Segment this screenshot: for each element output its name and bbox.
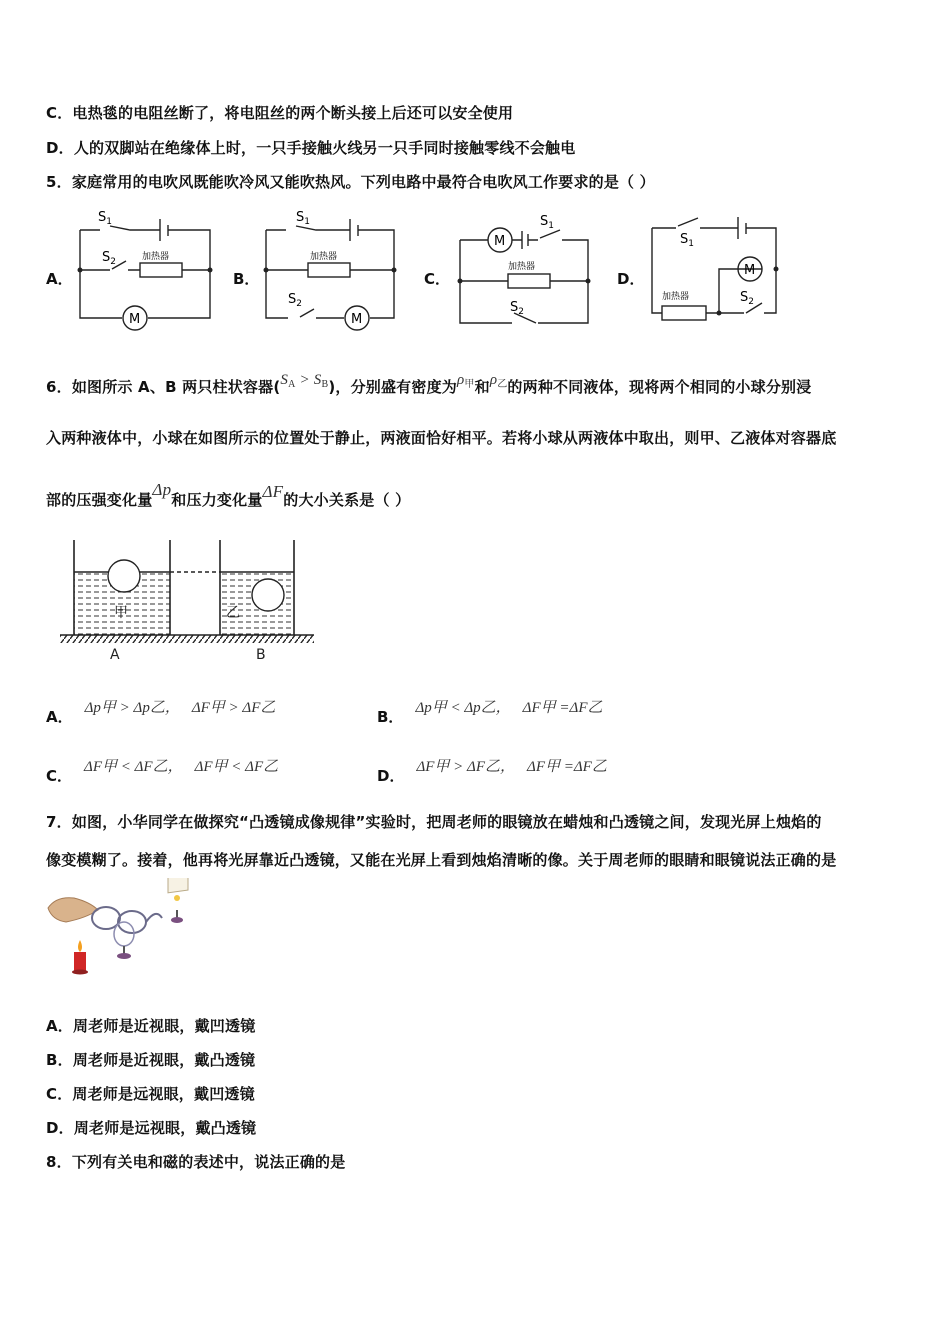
question-5: 5．家庭常用的电吹风既能吹冷风又能吹热风。下列电路中最符合电吹风工作要求的是（ ） bbox=[46, 173, 655, 191]
q5-option-d-label: D． bbox=[617, 270, 645, 288]
option-d-prev: D．人的双脚站在绝缘体上时，一只手接触火线另一只手同时接触零线不会触电 bbox=[46, 139, 576, 157]
heater-label: 加热器 bbox=[662, 292, 690, 302]
container-b-label: B bbox=[256, 647, 266, 663]
density-a: $\rho_甲$ bbox=[457, 372, 475, 390]
lens-experiment-photo bbox=[46, 878, 196, 978]
motor-label: M bbox=[351, 312, 363, 327]
q6-option-b[interactable]: B． Δp甲 < Δp乙， ΔF甲 =ΔF乙 bbox=[377, 700, 603, 726]
circuit-c bbox=[452, 203, 602, 333]
circuit-b bbox=[258, 203, 408, 333]
motor-label: M bbox=[494, 234, 506, 249]
question-6-line-3: 部的压强变化量Δp和压力变化量ΔF的大小关系是（ ） bbox=[46, 480, 411, 509]
motor-label: M bbox=[744, 263, 756, 278]
q6-option-a-label: A． bbox=[46, 708, 73, 726]
switch-s2-label: $S_2$ bbox=[510, 300, 524, 317]
switch-s2-label: $S_2$ bbox=[102, 250, 116, 267]
q6-option-d[interactable]: D． ΔF甲 > ΔF乙， ΔF甲 =ΔF乙 bbox=[377, 759, 607, 785]
heater-label: 加热器 bbox=[310, 252, 338, 262]
question-7-line-1: 7．如图，小华同学在做探究“凸透镜成像规律”实验时，把周老师的眼镜放在蜡烛和凸透镜之间，发现光屏上烛焰的 bbox=[46, 813, 822, 831]
q6-option-d-label: D． bbox=[377, 767, 405, 785]
heater-label: 加热器 bbox=[142, 252, 170, 262]
switch-s2-label: $S_2$ bbox=[288, 292, 302, 309]
container-a-label: A bbox=[110, 647, 120, 663]
q6-option-c-label: C． bbox=[46, 767, 73, 785]
switch-s1-label: $S_1$ bbox=[98, 210, 112, 227]
circuit-a bbox=[70, 203, 220, 333]
liquid-b-label: 乙 bbox=[226, 605, 240, 621]
q6-option-c[interactable]: C． ΔF甲 < ΔF乙， ΔF甲 < ΔF乙 bbox=[46, 759, 279, 785]
q5-option-c-label: C． bbox=[424, 270, 451, 288]
force-change: ΔF bbox=[262, 482, 284, 501]
heater-label: 加热器 bbox=[508, 262, 536, 272]
switch-s2-label: $S_2$ bbox=[740, 290, 754, 307]
question-6-line-2: 入两种液体中，小球在如图所示的位置处于静止，两液面恰好相平。若将小球从两液体中取出，则甲、乙液体对容器底 bbox=[46, 429, 837, 447]
q7-option-a[interactable]: A．周老师是近视眼，戴凹透镜 bbox=[46, 1017, 256, 1035]
q5-option-b-label: B． bbox=[233, 270, 260, 288]
question-6-line-1: 6．如图所示 A、B 两只柱状容器$(S_A > S_B)$，分别盛有密度为$\rho_甲$和$\rho_乙$的两种不同液体，现将两个相同的小球分别浸 bbox=[46, 372, 812, 396]
q5-option-a-label: A． bbox=[46, 270, 73, 288]
q7-option-d[interactable]: D．周老师是远视眼，戴凸透镜 bbox=[46, 1119, 257, 1137]
q6-option-b-label: B． bbox=[377, 708, 404, 726]
motor-label: M bbox=[129, 312, 141, 327]
option-c-prev: C．电热毯的电阻丝断了，将电阻丝的两个断头接上后还可以安全使用 bbox=[46, 104, 514, 122]
containers-figure bbox=[46, 535, 326, 665]
switch-s1-label: $S_1$ bbox=[540, 214, 554, 231]
q6-option-a[interactable]: A． Δp甲 > Δp乙， ΔF甲 > ΔF乙 bbox=[46, 700, 276, 726]
q7-option-b[interactable]: B．周老师是近视眼，戴凸透镜 bbox=[46, 1051, 256, 1069]
switch-s1-label: $S_1$ bbox=[680, 232, 694, 249]
formula-area-relation: $S_A > S_B$ bbox=[280, 372, 329, 390]
question-7-line-2: 像变模糊了。接着，他再将光屏靠近凸透镜，又能在光屏上看到烛焰清晰的像。关于周老师的眼睛和眼镜说法正确的是 bbox=[46, 851, 837, 869]
question-8: 8．下列有关电和磁的表述中，说法正确的是 bbox=[46, 1153, 346, 1171]
liquid-a-label: 甲 bbox=[114, 605, 128, 621]
q7-option-c[interactable]: C．周老师是远视眼，戴凹透镜 bbox=[46, 1085, 255, 1103]
circuit-d bbox=[644, 203, 794, 333]
density-b: $\rho_乙$ bbox=[489, 372, 508, 390]
switch-s1-label: $S_1$ bbox=[296, 210, 310, 227]
pressure-change: Δp bbox=[152, 480, 172, 499]
